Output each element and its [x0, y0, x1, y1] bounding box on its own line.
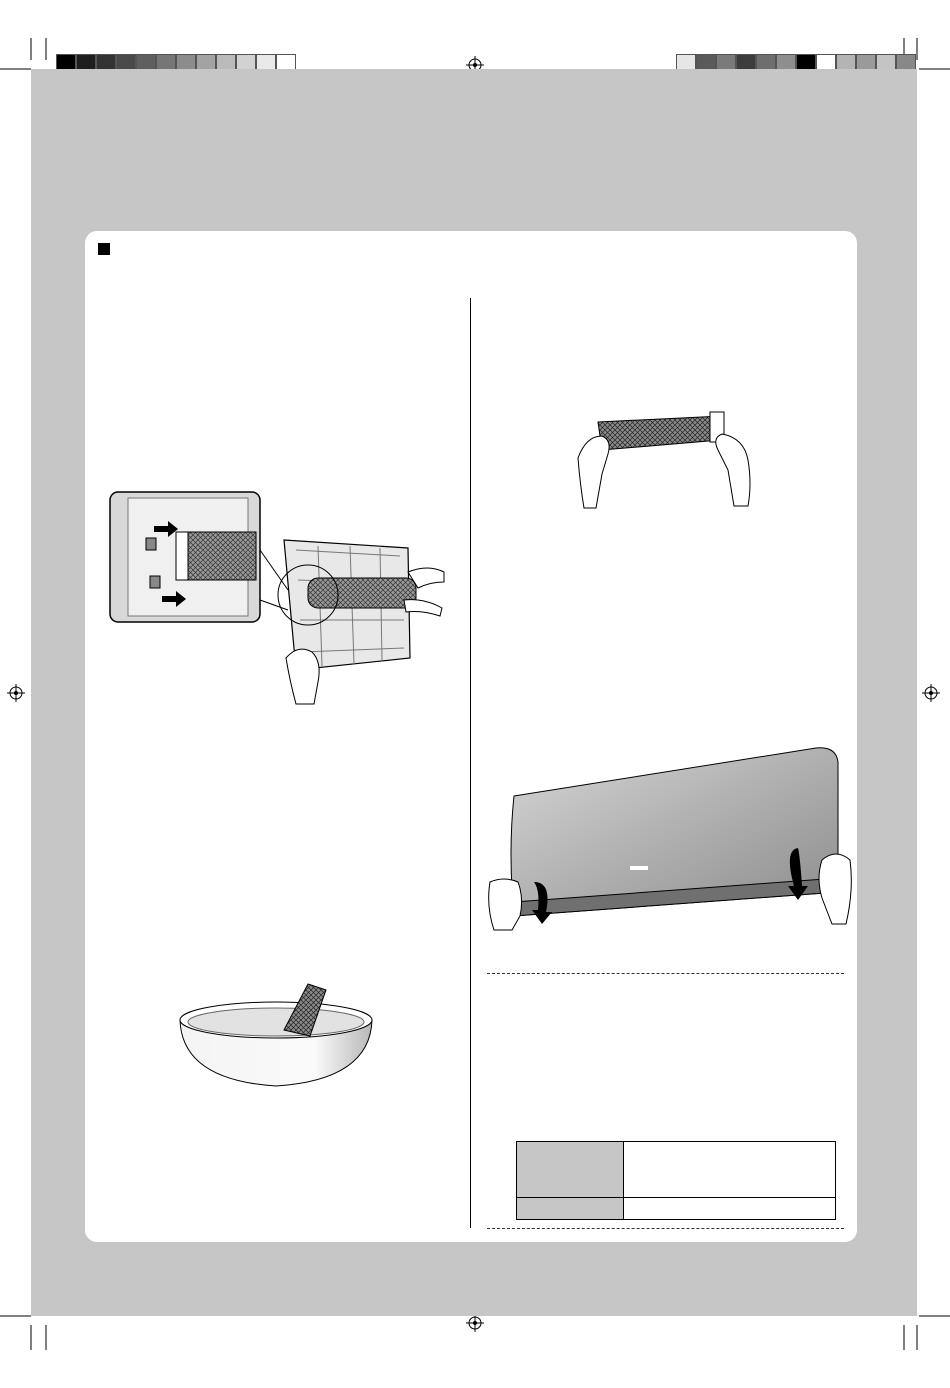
filter-stretch-illustration: [570, 410, 760, 510]
registration-right-icon: [922, 684, 940, 702]
washing-basin-illustration: [176, 980, 376, 1090]
registration-bottom-icon: [466, 1314, 484, 1332]
registration-left-icon: [7, 684, 25, 702]
spec-row-2-label: [517, 1198, 624, 1220]
spec-row-1-value: [624, 1142, 836, 1198]
spec-row-1-label: [517, 1142, 624, 1198]
dashed-separator-bottom: [487, 1228, 844, 1229]
indoor-unit-panel-illustration: [480, 742, 860, 932]
spec-row-2-value: [624, 1198, 836, 1220]
spec-table: [516, 1141, 836, 1220]
filter-removal-illustration: [108, 490, 448, 705]
section-bullet-icon: [98, 243, 110, 255]
content-panel: [85, 231, 857, 1242]
dashed-separator-top: [487, 973, 844, 974]
column-divider: [470, 298, 471, 1228]
